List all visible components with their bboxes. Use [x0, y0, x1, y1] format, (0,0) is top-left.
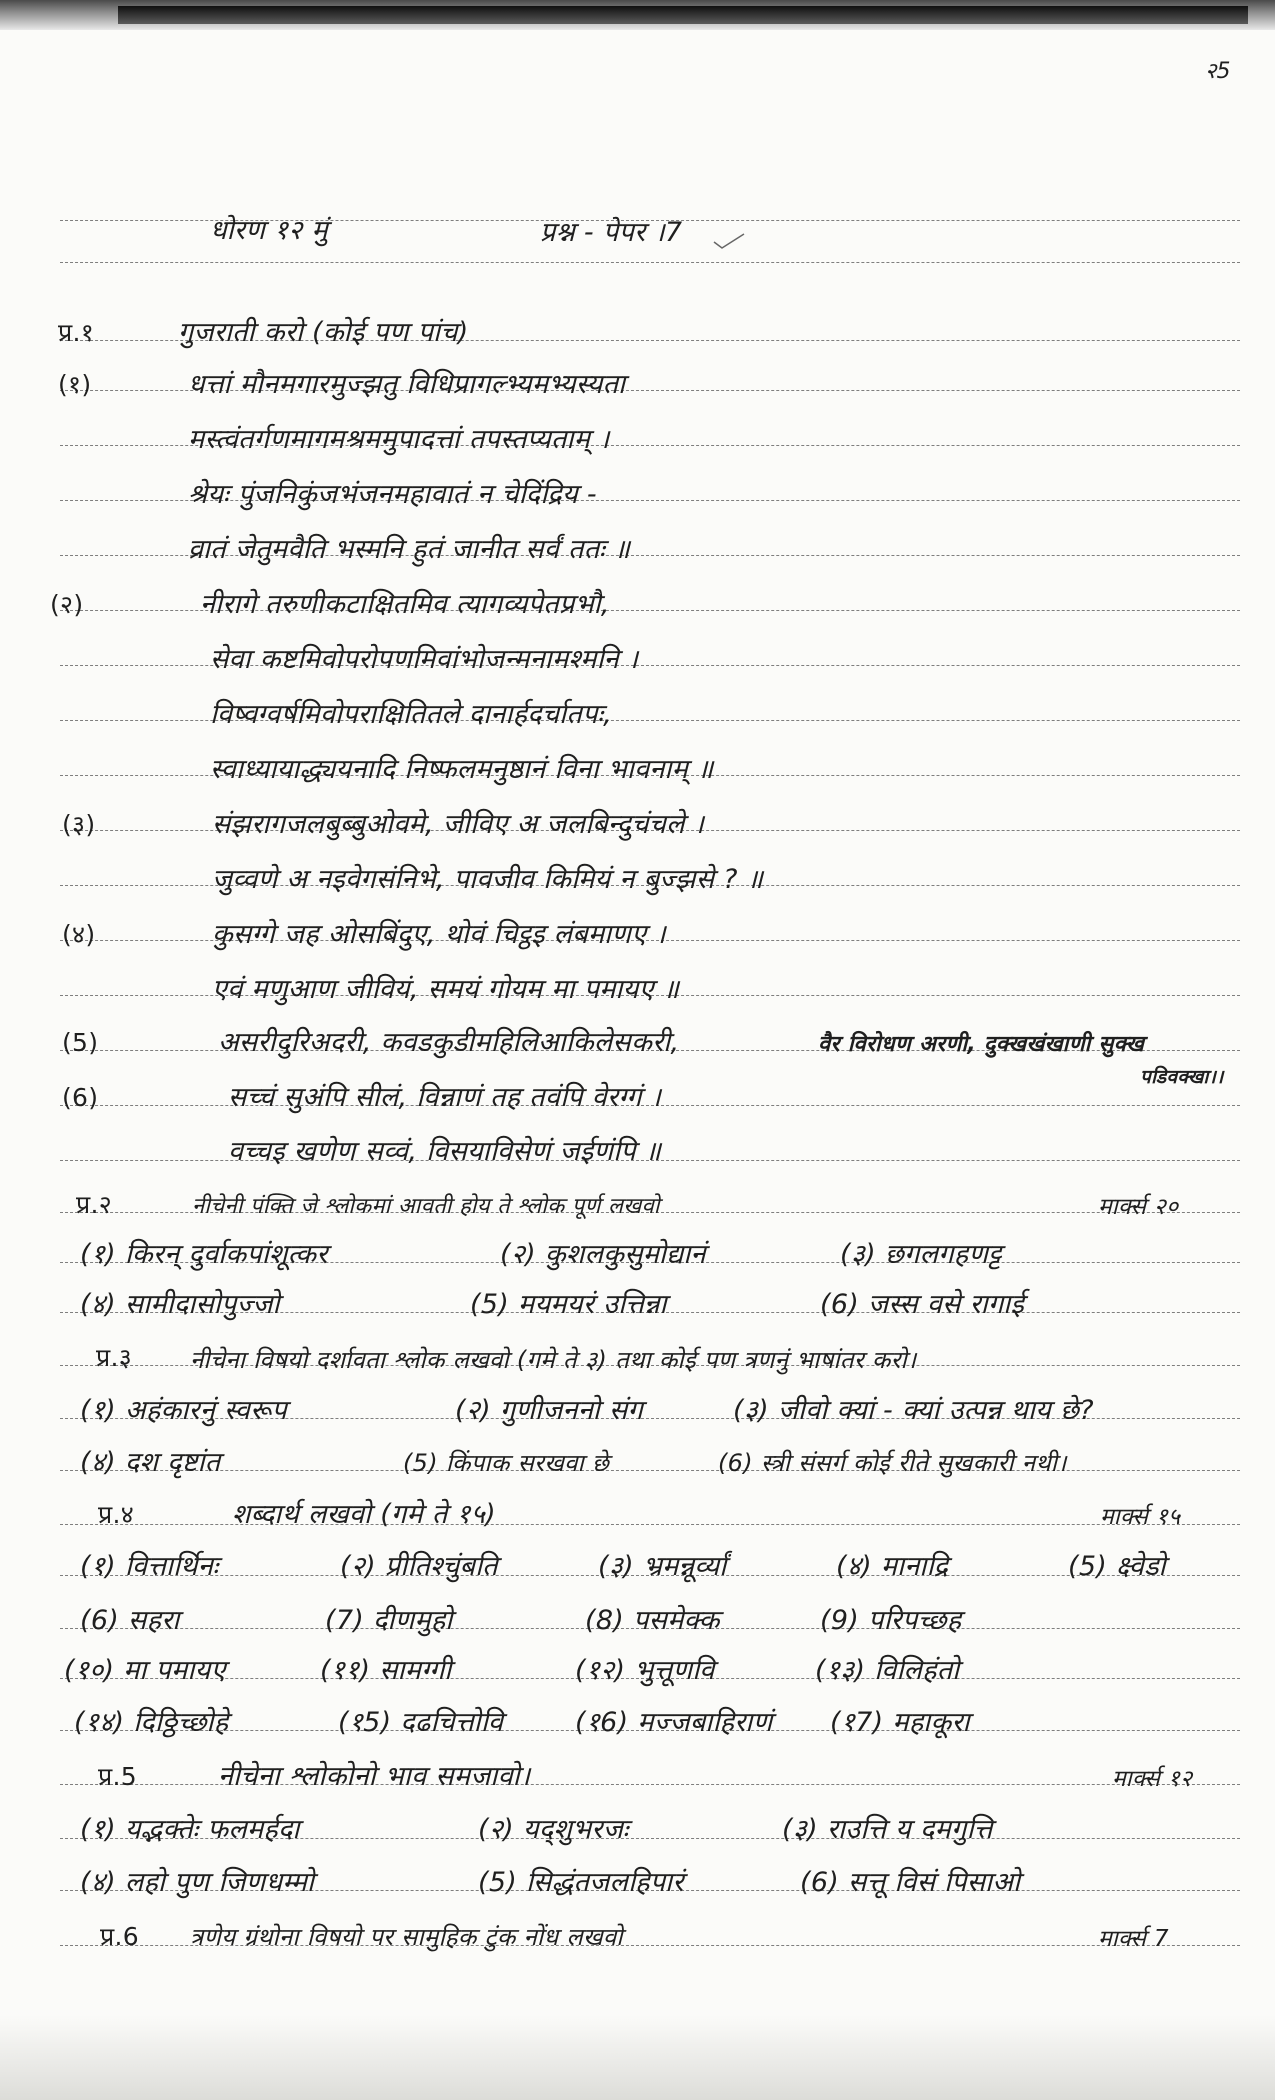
- q5-item: (5) सिद्धंतजलहिपारं: [478, 1867, 684, 1898]
- q4-item: (१०) मा पमायए: [64, 1655, 226, 1686]
- verse-line: स्वाध्यायाद्ध्ययनादि निष्फलमनुष्ठानं विना भावनाम् ॥: [210, 754, 714, 785]
- scan-bottom-edge: [0, 2015, 1275, 2100]
- q6-marks: मार्क्स 7: [1098, 1926, 1169, 1952]
- verse-line: धत्तां मौनमगारमुज्झतु विधिप्रागल्भ्यमभ्यस्यता: [188, 369, 626, 400]
- verse-line: विष्वग्वर्षमिवोपराक्षितितले दानार्हदर्चातपः,: [210, 699, 613, 730]
- q5-item: (३) राउत्ति य दमगुत्ति: [782, 1814, 993, 1845]
- q3-item: (३) जीवो क्यां - क्यां उत्पन्न थाय छे?: [733, 1395, 1094, 1426]
- q4-item: (३) भ्रमन्नूर्व्यां: [598, 1551, 727, 1582]
- verse-line: सेवा कष्टमिवोपरोपणमिवांभोजन्मनामश्मनि ।: [210, 644, 639, 675]
- q3-item: (6) स्त्री संसर्ग कोई रीते सुखकारी नथी।: [718, 1449, 1067, 1477]
- q5-item: (6) सत्तू विसं पिसाओ: [800, 1867, 1021, 1898]
- q3-item: (5) किंपाक सरखवा छे: [403, 1449, 610, 1477]
- q5-item: (२) यद्शुभरजः: [478, 1814, 629, 1845]
- verse-line: जुव्वणे अ नइवेगसंनिभे, पावजीव किमियं न बुज्झसे ? ॥: [212, 864, 764, 895]
- q4-item: (7) दीणमुहो: [325, 1605, 453, 1636]
- q4-item: (१6) मज्जबाहिराणं: [575, 1707, 773, 1738]
- q1-instruction: गुजराती करो (कोई पण पांच): [178, 317, 469, 348]
- q3-item: (४) दश दृष्टांत: [80, 1447, 221, 1478]
- q4-item: (6) सहरा: [80, 1605, 180, 1636]
- q1-item-number: (४): [62, 920, 96, 949]
- q2-item: (6) जस्स वसे रागाई: [820, 1289, 1025, 1320]
- q5-instruction: नीचेना श्लोकोनो भाव समजावो।: [218, 1761, 531, 1792]
- q5-item: (१) यद्भक्तेः फलमर्हदा: [80, 1814, 300, 1845]
- q5-number: प्र.5: [98, 1762, 137, 1791]
- paper-label: प्रश्न - पेपर ।7: [540, 217, 683, 248]
- verse-line-bold: वैर विरोधण अरणी, दुक्खखंखाणी सुक्ख: [818, 1032, 1145, 1057]
- checkmark-icon: [712, 232, 746, 250]
- q3-instruction: नीचेना विषयो दर्शावता श्लोक लखवो (गमे ते ३) तथा कोई पण त्रणनुं भाषांतर करो।: [190, 1346, 917, 1374]
- q3-number: प्र.३: [96, 1343, 133, 1372]
- q4-item: (१४) दिठ्ठिच्छोहे: [74, 1707, 229, 1738]
- verse-line: सच्चं सुअंपि सीलं, विन्नाणं तह तवंपि वेरग्गं ।: [228, 1082, 662, 1113]
- q3-item: (२) गुणीजननो संग: [455, 1395, 644, 1426]
- q4-item: (१) वित्तार्थिनः: [80, 1551, 219, 1582]
- verse-line-bold: पडिवक्खा।।: [1140, 1066, 1224, 1088]
- q4-item: (११) सामग्गी: [320, 1655, 452, 1686]
- q2-item: (१) किरन् दुर्वाकपांशूत्कर: [80, 1239, 328, 1270]
- q4-marks: मार्क्स १५: [1100, 1504, 1181, 1530]
- q4-item: (१7) महाकूरा: [830, 1707, 970, 1738]
- q2-item: (४) सामीदासोपुज्जो: [80, 1289, 280, 1320]
- q4-item: (१२) भुत्तूणवि: [575, 1655, 715, 1686]
- q2-item: (२) कुशलकुसुमोद्यानं: [500, 1239, 706, 1270]
- verse-line: नीरागे तरुणीकटाक्षितमिव त्यागव्यपेतप्रभौ,: [200, 589, 610, 620]
- verse-line: श्रेयः पुंजनिकुंजभंजनमहावातं न चेदिंद्रिय -: [188, 479, 597, 510]
- verse-line: एवं मणुआण जीवियं, समयं गोयम मा पमायए ॥: [212, 974, 680, 1005]
- q4-item: (5) क्ष्वेडो: [1068, 1551, 1166, 1582]
- verse-line: कुसग्गे जह ओसबिंदुए, थोवं चिट्ठइ लंबमाणए ।: [212, 919, 666, 950]
- verse-line: असरीदुरिअदरी, कवडकुडीमहिलिआकिलेसकरी,: [218, 1027, 680, 1058]
- q1-item-number: (३): [62, 810, 96, 839]
- q1-number: प्र.१: [58, 318, 95, 347]
- q4-item: (9) परिपच्छह: [820, 1605, 962, 1636]
- scan-top-edge: [0, 0, 1275, 30]
- class-label: धोरण १२ मुं: [210, 215, 328, 246]
- q1-item-number: (१): [58, 370, 92, 399]
- q1-item-number: (5): [62, 1028, 99, 1057]
- q2-item: (5) मयमयरं उत्तिन्ना: [470, 1289, 667, 1320]
- q2-number: प्र.२: [76, 1190, 113, 1219]
- verse-line: व्रातं जेतुमवैति भस्मनि हुतं जानीत सर्वं ततः ॥: [188, 534, 631, 565]
- verse-line: संझरागजलबुब्बुओवमे, जीविए अ जलबिन्दुचंचले ।: [212, 809, 705, 840]
- q4-number: प्र.४: [98, 1500, 135, 1529]
- q2-item: (३) छगलगहणट्ट: [840, 1239, 1002, 1270]
- verse-line: वच्चइ खणेण सव्वं, विसयाविसेणं जईणंपि ॥: [228, 1136, 662, 1167]
- q3-item: (१) अहंकारनुं स्वरूप: [80, 1395, 288, 1426]
- q1-item-number: (२): [50, 590, 84, 619]
- q4-item: (१३) विलिहंतो: [815, 1655, 960, 1686]
- q4-item: (१5) दढचित्तोवि: [338, 1707, 504, 1738]
- q2-instruction: नीचेनी पंक्ति जे श्लोकमां आवती होय ते श्लोक पूर्ण लखवो: [192, 1194, 660, 1219]
- q4-item: (४) मानाद्रि: [836, 1551, 949, 1582]
- q4-item: (२) प्रीतिश्चुंबति: [340, 1551, 498, 1582]
- q2-marks: मार्क्स २०: [1098, 1194, 1179, 1220]
- q6-instruction: त्रणेय ग्रंथोना विषयो पर सामुहिक टुंक नोंध लखवो: [190, 1923, 623, 1951]
- q5-marks: मार्क्स १२: [1112, 1766, 1193, 1792]
- q4-item: (8) पसमेक्क: [585, 1605, 720, 1636]
- verse-line: मस्त्वंतर्गणमागमश्रममुपादत्तां तपस्तप्यताम् ।: [188, 424, 610, 455]
- q4-instruction: शब्दार्थ लखवो (गमे ते १५): [232, 1499, 496, 1530]
- page-number: २5: [1205, 59, 1231, 84]
- q1-item-number: (6): [62, 1083, 99, 1112]
- q6-number: प्र.6: [100, 1922, 139, 1951]
- q5-item: (४) लहो पुण जिणधम्मो: [80, 1867, 315, 1898]
